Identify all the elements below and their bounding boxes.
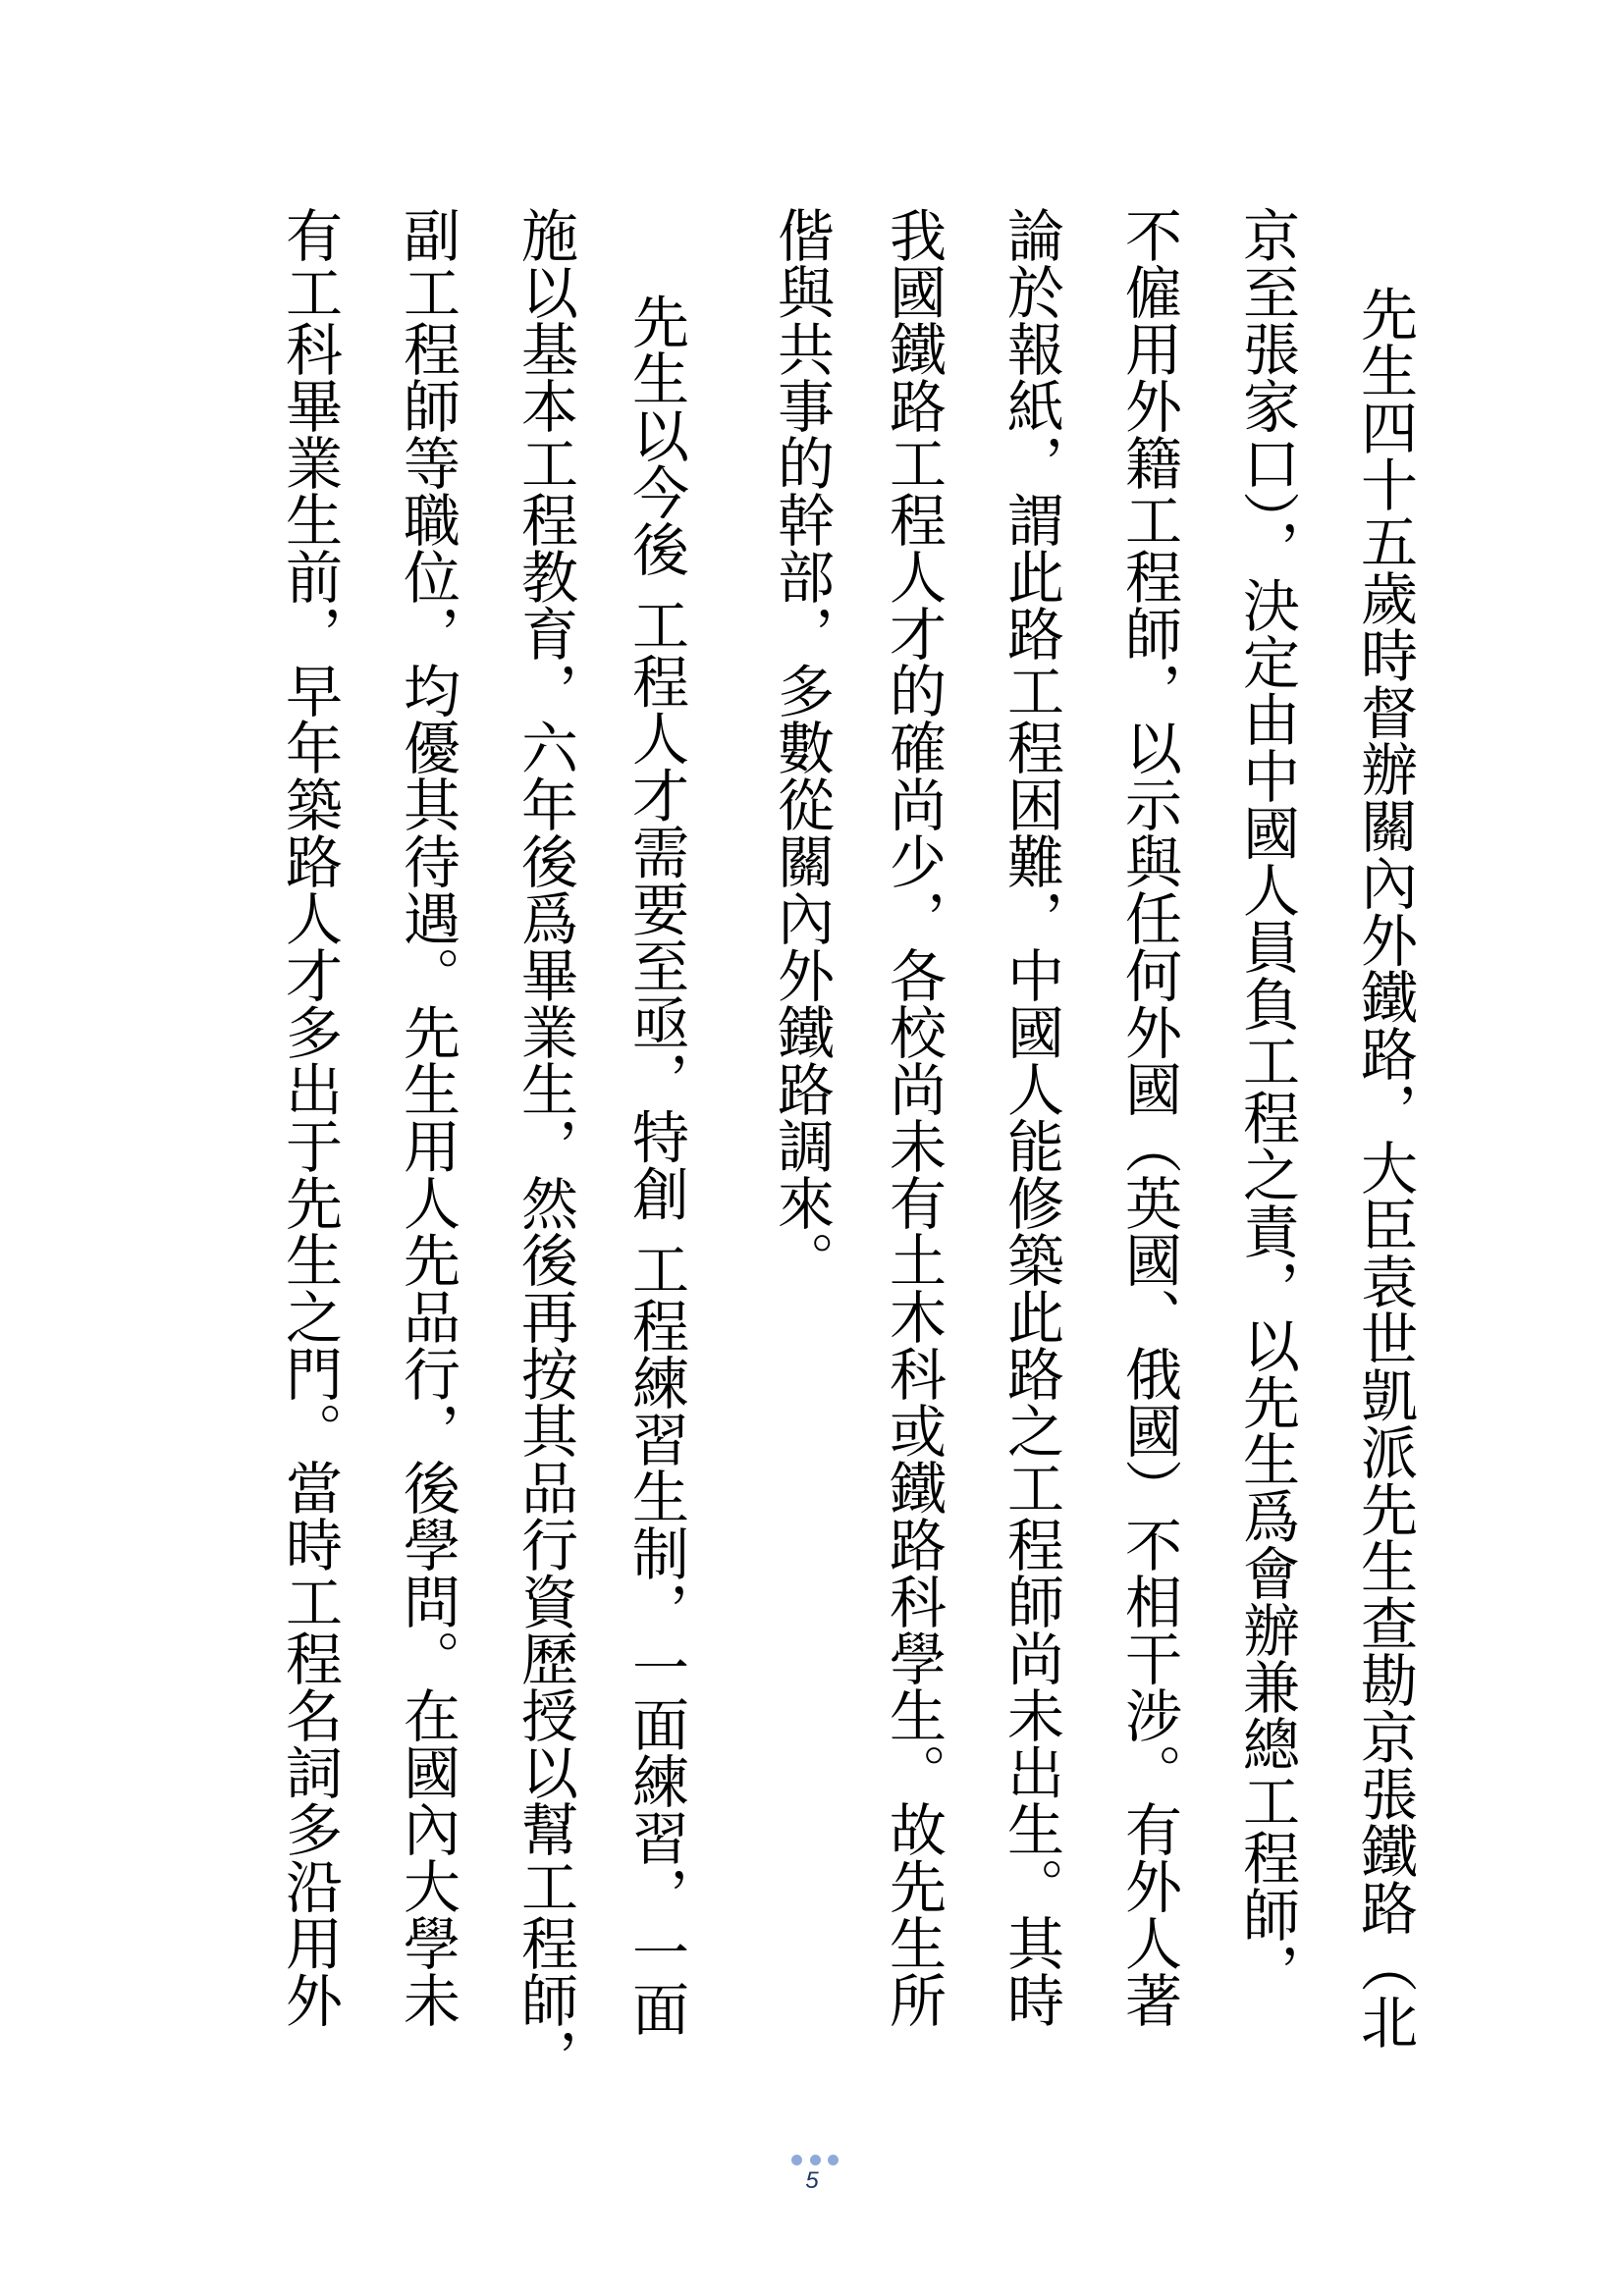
ornament-dot (791, 2155, 802, 2165)
text-column: 不僱用外籍工程師，以示與任何外國（英國、俄國）不相干涉。有外人著 (1115, 206, 1182, 2028)
text-column: 偕與共事的幹部，多數從關內外鐵路調來。 (768, 206, 835, 1288)
text-column: 副工程師等職位，均優其待遇。先生用人先品行，後學問。在國內大學未 (394, 206, 460, 2028)
ornament-dot (810, 2155, 821, 2165)
text-column: 我國鐵路工程人才的確尚少，各校尚未有土木科或鐵路科學生。故先生所 (880, 206, 947, 2028)
text-column: 先生以今後 工程人才需要至亟，特創 工程練習生制，一面練習，一面 (623, 293, 689, 2037)
page-number: 5 (805, 2167, 819, 2194)
text-column: 論於報紙，謂此路工程困難，中國人能修築此路之工程師尚未出生。其時 (998, 206, 1064, 2028)
text-column: 京至張家口），決定由中國人員負工程之責，以先生爲會辦兼總工程師， (1233, 206, 1300, 2000)
text-column: 施以基本工程教育，六年後爲畢業生，然後再按其品行資歷授以幫工程師， (512, 206, 578, 2085)
text-column: 有工科畢業生前，早年築路人才多出于先生之門。當時工程名詞多沿用外 (276, 206, 343, 2028)
page-footer-ornament (791, 2153, 839, 2166)
ornament-dot (828, 2155, 839, 2165)
text-column: 先生四十五歲時督辦關內外鐵路，大臣袁世凱派先生查勘京張鐵路（北 (1351, 285, 1418, 2050)
